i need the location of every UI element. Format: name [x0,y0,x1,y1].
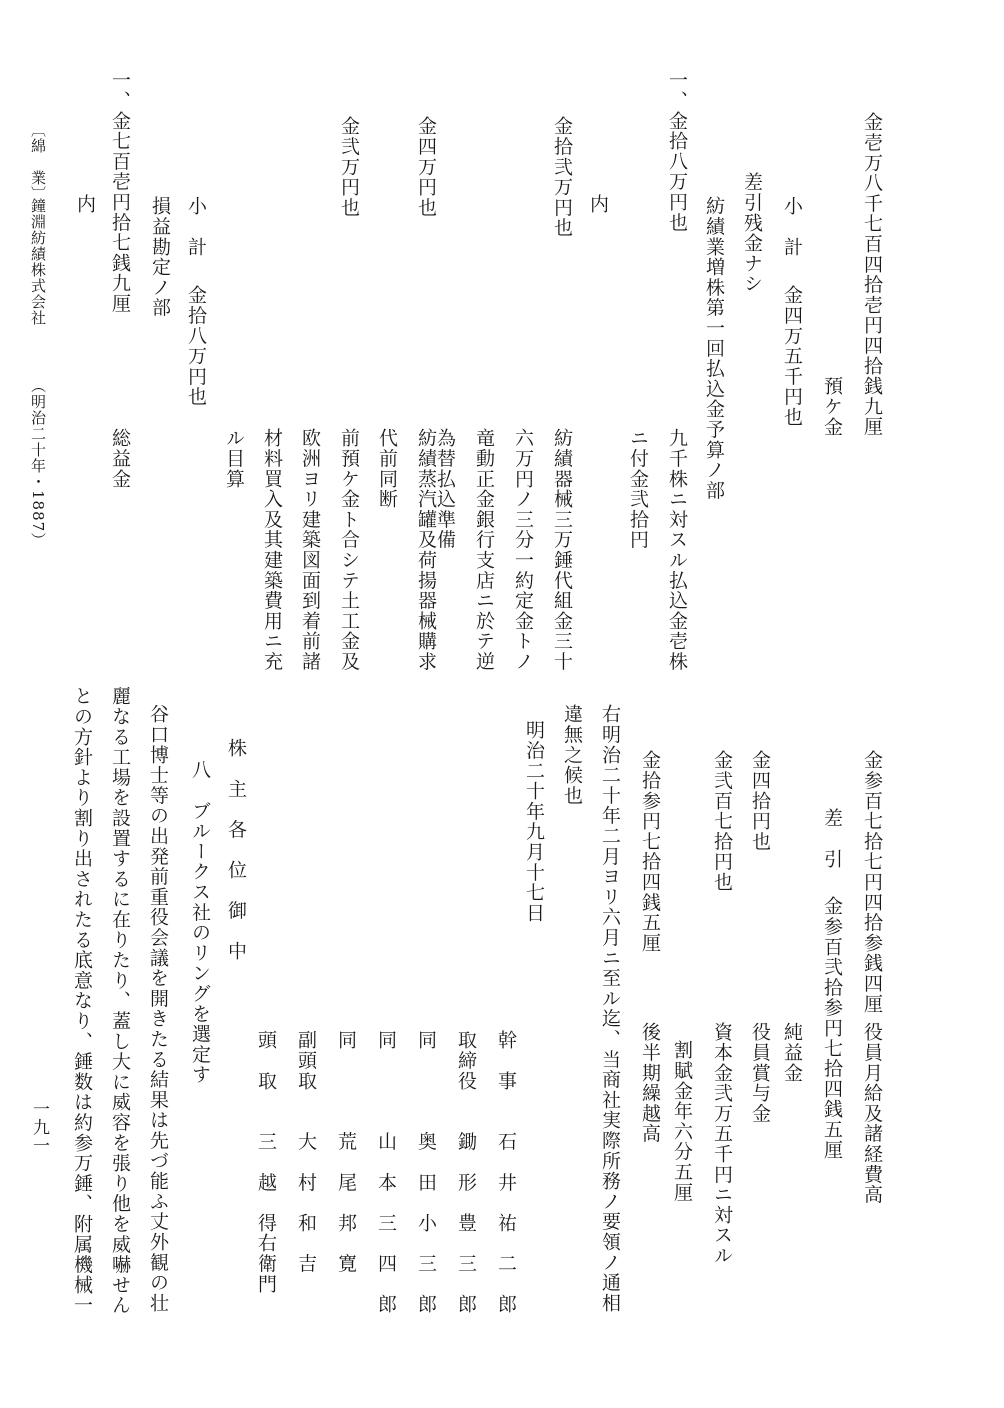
signature-date: 明治二十年九月十七日 [523,720,545,923]
top-line-6b: 九千株ニ対スル払込金壱株 [666,428,688,672]
top-line-13a: 金四万円也 [415,116,437,218]
bottom-line-1b: 役員月給及諸経費高 [861,1022,883,1205]
signatory-2: 取締役 鋤 形 豊 三 郎 [455,1030,477,1315]
top-line-10: 六万円ノ三分一約定金トノ [512,428,534,672]
top-line-17: 材料買入及其建築費用ニ充 [261,428,283,672]
signatory-1: 幹 事 石 井 祐 二 郎 [495,1030,517,1315]
top-line-14: 代前同断 [376,428,398,510]
top-line-11: 竜動正金銀行支店ニ於テ逆 [473,428,495,672]
paragraph-line-1: 谷口博士等の出発前重役会議を開きたる結果は先づ能ふ丈外観の壮 [147,704,169,1313]
top-line-9b: 紡績器械三万錘代組金三十 [551,428,573,672]
bottom-line-7a: 金拾参円七拾四銭五厘 [639,750,661,953]
top-line-13b: 紡績蒸汽罐及荷揚器械購求 [415,428,437,672]
top-line-20: 損益勘定ノ部 [149,196,171,318]
signatory-6: 副頭取 大 村 和 吉 [295,1030,317,1274]
top-line-19a: 小 計 [185,196,207,257]
top-line-21b: 総益金 [109,428,131,489]
top-line-12: 為替払込準備 [434,428,456,550]
bottom-line-2b: 金参百弐拾参円七拾四銭五厘 [821,896,843,1160]
top-line-16: 欧洲ヨリ建築図面到着前諸 [299,428,321,672]
paragraph-line-2: 麗なる工場を設置するに在りたり、蓋し大に威容を張り他を威嚇せん [109,686,131,1316]
paragraph-line-3: との方針より割り出されたる底意なり、錘数は約参万錘、附属機械一 [71,686,93,1316]
bottom-line-1a: 金参百七拾七円四拾参銭四厘 [861,750,883,1014]
top-line-18: ル目算 [223,428,245,489]
signatory-7: 頭 取 三 越 得右衛門 [255,1030,277,1294]
bottom-line-6: 割賦金年六分五厘 [671,1040,693,1203]
top-line-6a: 一、金拾八万円也 [666,70,688,233]
signatory-4: 同 山 本 三 四 郎 [375,1030,397,1315]
footer-year: （明治二十年・1887） [29,378,47,549]
bottom-line-9: 違無之候也 [561,704,583,806]
top-line-9a: 金拾弐万円也 [551,116,573,238]
top-line-2: 預ケ金 [821,376,843,437]
bottom-line-5a: 金弐百七拾円也 [711,750,733,893]
top-line-15a: 金弐万円也 [338,116,360,218]
bottom-line-4b: 役員賞与金 [749,1022,771,1124]
bottom-line-5b: 資本金弐万五千円ニ対スル [711,1022,733,1266]
section-heading: 八 ブルークス社のリングを選定す [189,760,211,1085]
top-line-8: 内 [587,194,609,215]
signatory-3: 同 奥 田 小 三 郎 [415,1030,437,1315]
footer-company-name: 鐘淵紡績株式会社 [29,198,47,326]
footer-section-label: 〔綿 業〕 [29,122,47,202]
top-line-21a: 一、金七百壱円拾七銭九厘 [109,70,131,314]
bottom-line-4a: 金四拾円也 [749,750,771,852]
top-line-1: 金壱万八千七百四拾壱円四拾銭九厘 [861,112,883,437]
bottom-line-7b: 後半期繰越高 [639,1022,661,1144]
top-line-3b: 金四万五千円也 [781,285,803,428]
signatory-5: 同 荒 尾 邦 寛 [335,1030,357,1274]
top-line-15b: 前預ケ金ト合シテ土工金及 [338,428,360,672]
top-line-3a: 小 計 [781,196,803,257]
addressee: 株 主 各 位 御 中 [225,738,247,962]
top-line-5: 紡績業増株第一回払込金予算ノ部 [703,196,725,501]
bottom-line-8: 右明治二十年二月ヨリ六月ニ至ル迄、当商社実際所務ノ要領ノ通相 [599,704,621,1313]
bottom-line-3: 純益金 [781,1022,803,1083]
top-line-19b: 金拾八万円也 [185,285,207,407]
top-line-22: 内 [74,194,96,215]
bottom-line-2a: 差 引 [821,808,843,869]
top-line-4: 差引残金ナシ [741,172,763,294]
page-number: 一九一 [29,1100,49,1155]
top-line-7: ニ付金弐拾円 [627,428,649,550]
